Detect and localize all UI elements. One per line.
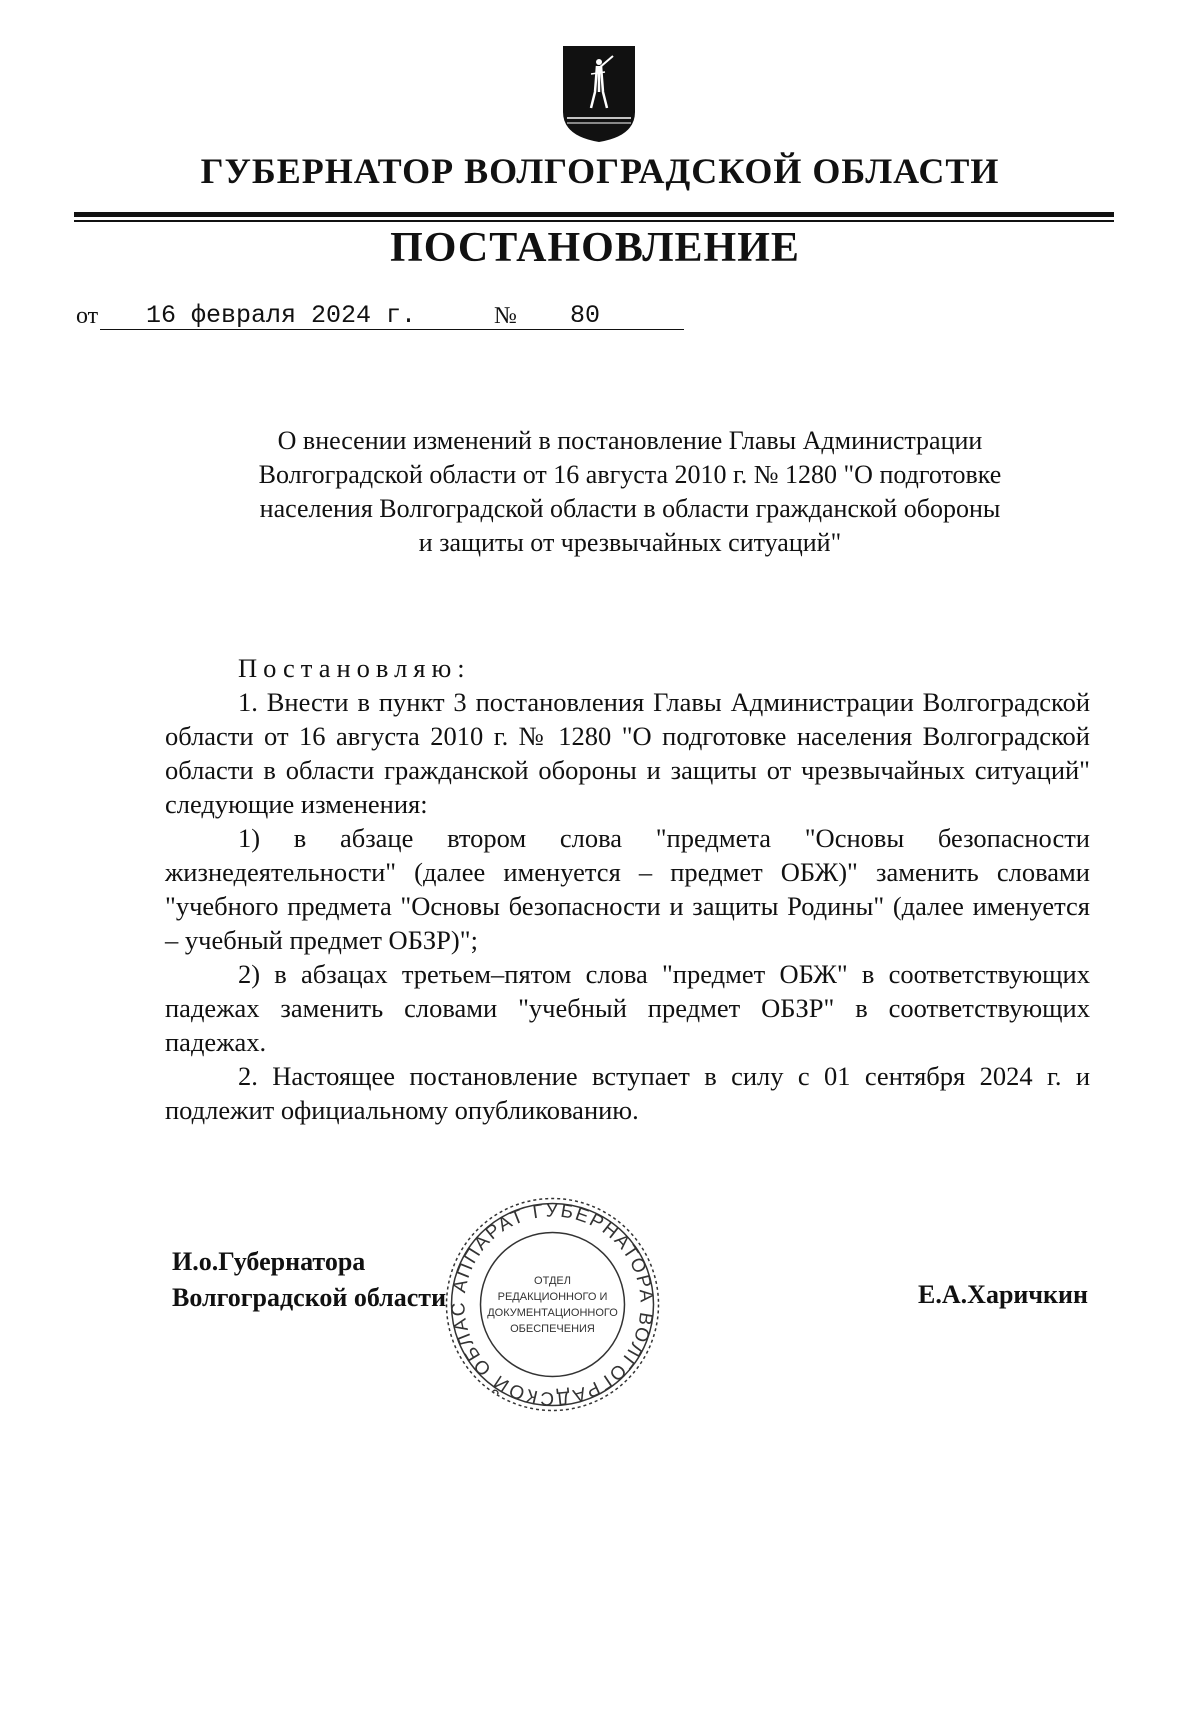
body-paragraph: 1) в абзаце втором слова "предмета "Основы безопасности жизнедеятельности" (далее именуется – предмет ОБЖ)" заменить словами "учебного предмета "Основы безопасности и защиты Родины" (далее именуется – учебный предмет ОБЗР)"; (165, 823, 1090, 955)
signatory-name: Е.А.Харичкин (918, 1280, 1088, 1309)
document-subject (170, 424, 1090, 560)
position-line: И.о.Губернатора (172, 1247, 366, 1276)
document-body (165, 651, 1090, 1127)
seal-outer-text: АППАРАТ ГУБЕРНАТОРА ВОЛГОГРАДСКОЙ ОБЛАС (448, 1200, 657, 1409)
seal-inner-line: РЕДАКЦИОННОГО И (497, 1291, 608, 1303)
seal-inner-line: ОТДЕЛ (534, 1275, 571, 1287)
seal-inner-line: ДОКУМЕНТАЦИОННОГО (487, 1307, 618, 1319)
number-prefix: № (494, 303, 517, 329)
document-date: 16 февраля 2024 г. (146, 301, 417, 330)
body-paragraph: 2) в абзацах третьем–пятом слова "предмет ОБЖ" в соответствующих падежах заменить словами "учебный предмет ОБЗР" в соответствующих падежах. (165, 959, 1090, 1057)
number-underline (524, 329, 684, 330)
position-line: Волгоградской области (172, 1283, 447, 1312)
body-paragraph: 2. Настоящее постановление вступает в силу с 01 сентября 2024 г. и подлежит официальному опубликованию. (165, 1061, 1090, 1125)
body-paragraph: 1. Внести в пункт 3 постановления Главы Администрации Волгоградской области от 16 августа 2010 г. № 1280 "О подготовке населения Волгоградской области в области гражданской обороны и защиты от чрезвычайных ситуаций" следующие изменения: (165, 687, 1090, 819)
authority-title: ГУБЕРНАТОР ВОЛГОГРАДСКОЙ ОБЛАСТИ (200, 151, 1000, 191)
seal-inner-line: ОБЕСПЕЧЕНИЯ (510, 1323, 595, 1335)
subject-line: Волгоградской области от 16 августа 2010 г. № 1280 "О подготовке (258, 460, 1002, 489)
resolve-word: Постановляю: (238, 653, 471, 683)
document-type: ПОСТАНОВЛЕНИЕ (390, 225, 800, 271)
document-number: 80 (570, 301, 601, 330)
coat-of-arms-icon (561, 44, 637, 144)
subject-line: населения Волгоградской области в области гражданской обороны (259, 494, 1001, 523)
header-divider-thin (74, 220, 1114, 222)
header-divider (74, 212, 1114, 217)
subject-line: О внесении изменений в постановление Главы Администрации (277, 426, 983, 455)
date-prefix: от (76, 303, 99, 329)
subject-line: и защиты от чрезвычайных ситуаций" (418, 528, 842, 557)
date-number-line (76, 296, 696, 336)
